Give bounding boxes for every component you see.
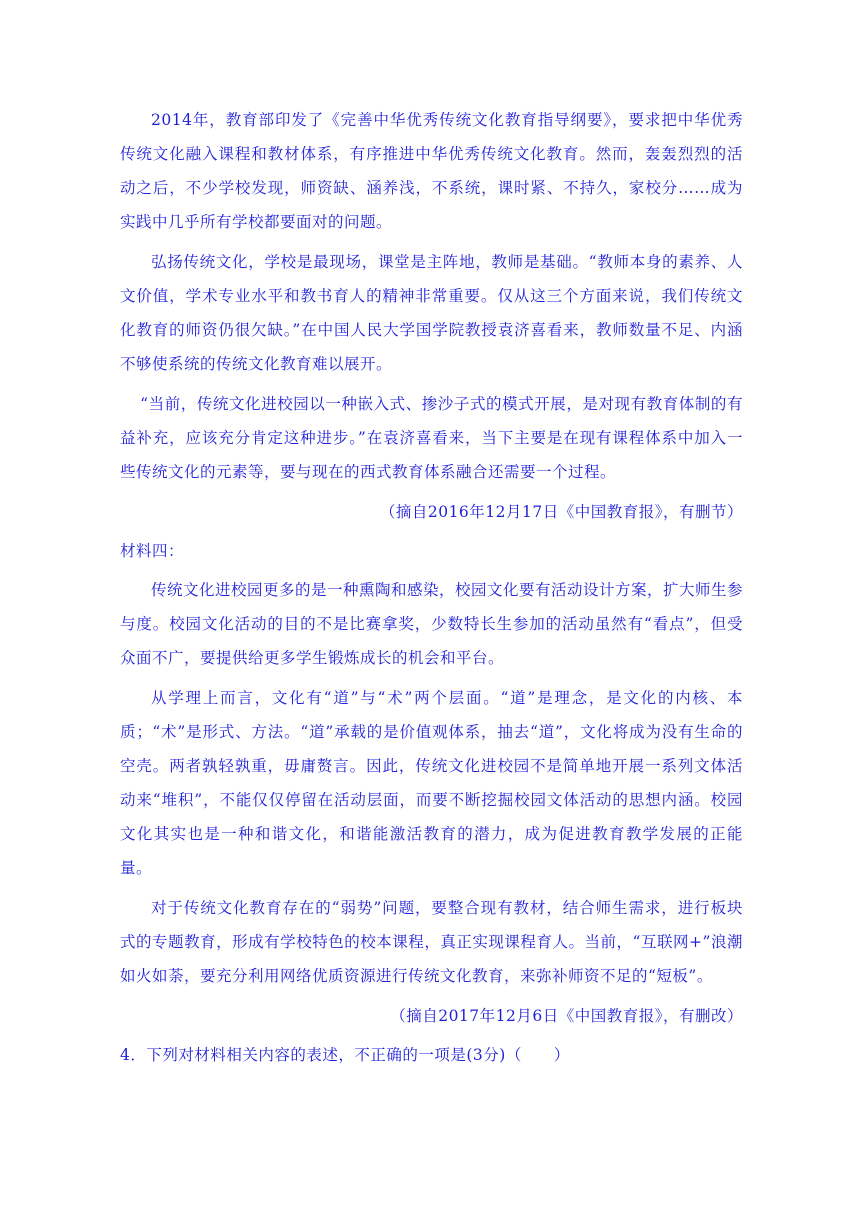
paragraph-guideline: 2014年，教育部印发了《完善中华优秀传统文化教育指导纲要》，要求把中华优秀传统文化融入课程和教材体系，有序推进中华优秀传统文化教育。然而，轰轰烈烈的活动之后，不少学校发现，师资缺、涵养浅，不系统，课时紧、不持久，家校分……成为实践中几乎所有学校都要面对的问题。	[120, 111, 743, 231]
paragraph-dao-shu: 从学理上而言，文化有“道”与“术”两个层面。“道”是理念，是文化的内核、本质；“术”是形式、方法。“道”承载的是价值观体系，抽去“道”，文化将成为没有生命的空壳。两者孰轻孰重，毋庸赘言。因此，传统文化进校园不是简单地开展一系列文体活动来“堆积”，不能仅仅停留在活动层面，而要不断挖掘校园文体活动的思想内涵。校园文化其实也是一种和谐文化，和谐能激活教育的潜力，成为促进教育教学发展的正能量。	[120, 689, 743, 877]
question-4: 4．下列对材料相关内容的表述，不正确的一项是(3分)（ ）	[120, 1046, 570, 1064]
paragraph-weakness: 对于传统文化教育存在的“弱势”问题，要整合现有教材，结合师生需求，进行板块式的专题教育，形成有学校特色的校本课程，真正实现课程育人。当前，“互联网+”浪潮如火如荼，要充分利用网络优质资源进行传统文化教育，来弥补师资不足的“短板”。	[120, 899, 743, 985]
paragraph-teachers: 弘扬传统文化，学校是最现场，课堂是主阵地，教师是基础。“教师本身的素养、人文价值，学术专业水平和教书育人的精神非常重要。仅从这三个方面来说，我们传统文化教育的师资仍很欠缺。”在中国人民大学国学院教授袁济喜看来，教师数量不足、内涵不够使系统的传统文化教育难以展开。	[120, 253, 743, 373]
source-citation-2016: （摘自2016年12月17日《中国教育报》，有删节）	[379, 503, 743, 521]
paragraph-curriculum: “当前，传统文化进校园以一种嵌入式、掺沙子式的模式开展，是对现有教育体制的有益补充，应该充分肯定这种进步。”在袁济喜看来，当下主要是在现有课程体系中加入一些传统文化的元素等，要与现在的西式教育体系融合还需要一个过程。	[120, 395, 743, 481]
paragraph-campus-culture: 传统文化进校园更多的是一种熏陶和感染，校园文化要有活动设计方案，扩大师生参与度。校园文化活动的目的不是比赛拿奖，少数特长生参加的活动虽然有“看点”，但受众面不广，要提供给更多学生锻炼成长的机会和平台。	[120, 581, 744, 667]
source-citation-2017: （摘自2017年12月6日《中国教育报》，有删改）	[390, 1007, 743, 1025]
material-four-label: 材料四：	[120, 542, 185, 560]
document-page	[120, 103, 743, 1072]
